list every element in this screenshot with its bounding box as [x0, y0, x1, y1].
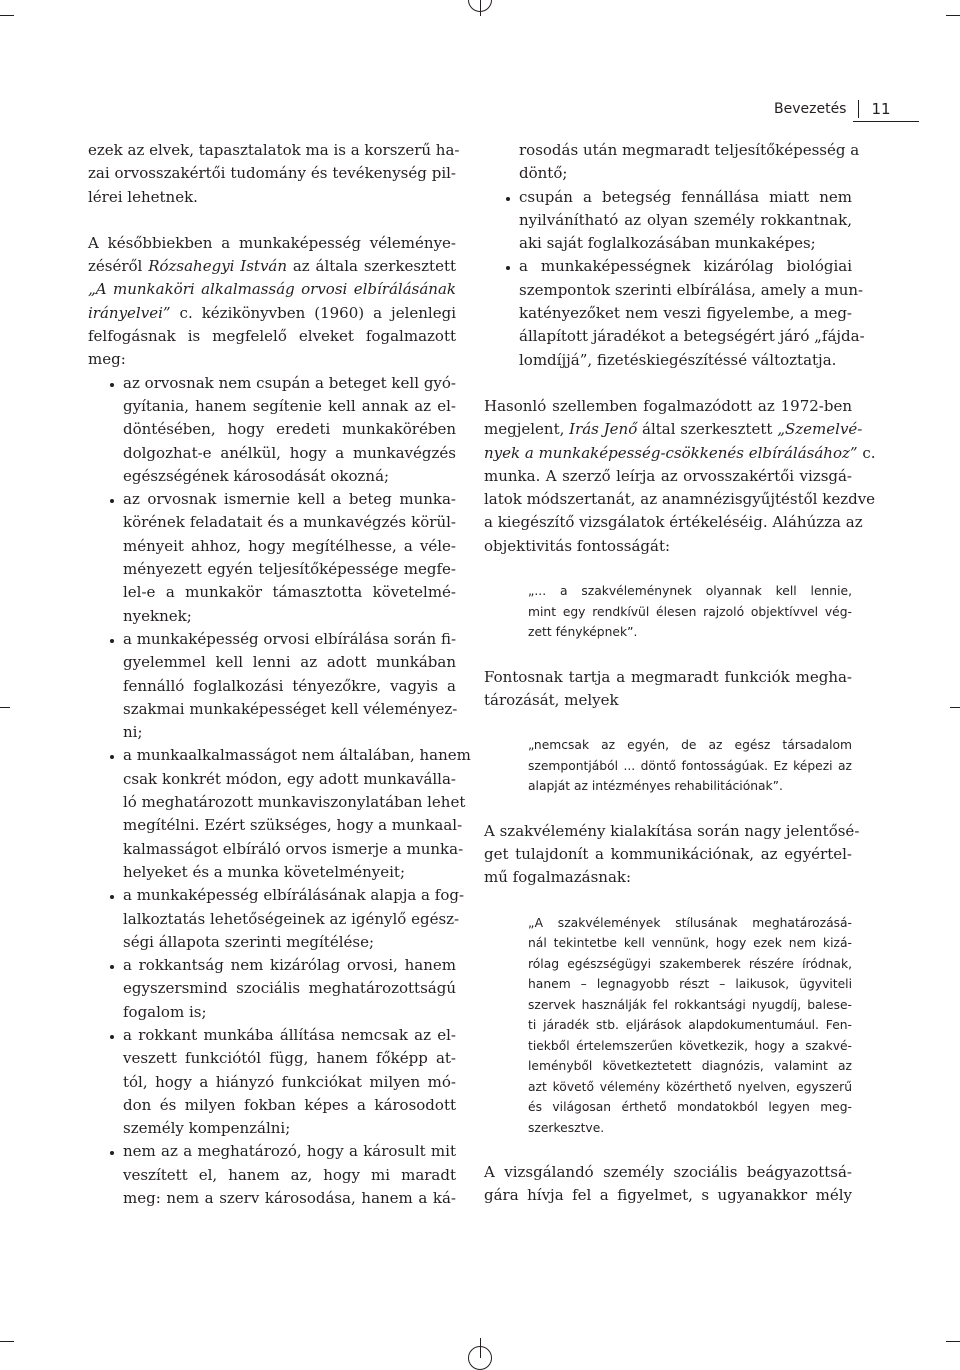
- text-line: tól, hogy a hiányzó funkciókat milyen mó-: [123, 1072, 456, 1091]
- text-line: hanem – legnagyobb részt – laikusok, ügyviteli: [528, 977, 852, 992]
- italic-run: Rózsahegyi István: [148, 257, 288, 276]
- text-line: rólag egészségügyi szakemberek részére íródnak,: [528, 956, 852, 971]
- text-line: szerkesztve.: [528, 1120, 605, 1135]
- text-line: dolgozhat-e anélkül, hogy a munkavégzés: [123, 443, 456, 462]
- text-line: a munkaképességnek kizárólag biológiai: [519, 257, 852, 276]
- text-line: meg:: [88, 350, 126, 369]
- text-line: rosodás után megmaradt teljesítőképesség a: [519, 141, 860, 159]
- paragraph-gap: [484, 1138, 852, 1161]
- text-line: helyeket és a munka követelményeit;: [123, 862, 406, 881]
- header-section-title: Bevezetés: [774, 101, 847, 117]
- text-line: munka. A szerző leírja az orvosszakértői vizsgá-: [484, 466, 852, 485]
- bullet-icon: [110, 755, 114, 759]
- paragraph: [484, 395, 876, 558]
- text-line: zai orvosszakértői tudomány és tevékenység pil-: [88, 164, 456, 183]
- running-header: [774, 96, 891, 122]
- bullet-icon: [110, 639, 114, 643]
- paragraph-gap: [484, 797, 852, 820]
- text-line: veszett funkciótól függ, hanem főképp at-: [123, 1049, 456, 1068]
- text-line: személy kompenzálni;: [123, 1119, 291, 1138]
- text-line: a munkaalkalmasságot nem általában, hanem: [123, 746, 471, 765]
- text-line: A későbbiekben a munkaképesség véleménye-: [88, 233, 456, 252]
- left-column: [88, 139, 471, 1210]
- text-line: döntésében, hogy eredeti munkakörében: [123, 420, 456, 439]
- text-line: körének feladatait és a munkavégzés körül-: [123, 513, 456, 532]
- crop-mark: [946, 1341, 960, 1342]
- italic-run: „A munkaköri alkalmasság orvosi elbírálásának: [88, 280, 456, 299]
- text-line: megjelent, Irás Jenő által szerkesztett „Szemelvé-: [484, 420, 863, 439]
- bullet-item: [88, 628, 456, 744]
- bullet-item: [88, 884, 465, 954]
- text-line: azt követő vélemény közérthető nyelven, egyszerű: [528, 1079, 852, 1094]
- text-line: fennálló foglalkozási tényezőkre, vagyis a: [123, 676, 456, 695]
- text-line: egészségének károsodását okozná;: [123, 466, 390, 485]
- text-line: alapját az intézményes rehabilitációnak”.: [528, 779, 783, 794]
- paragraph: [88, 139, 460, 209]
- right-column: [484, 139, 876, 1208]
- bullet-item: [484, 186, 852, 256]
- bullet-item: [88, 744, 471, 884]
- text-line: fogalom is;: [123, 1002, 207, 1021]
- text-line: felfogásnak is megfelelő elveket fogalmazott: [88, 327, 456, 346]
- bullet-item-continued: [484, 139, 860, 186]
- bullet-item: [88, 954, 456, 1024]
- text-line: szakmai munkaképességet kell véleményez-: [123, 699, 458, 718]
- text-line: veszített el, hanem az, hogy mi maradt: [123, 1165, 456, 1184]
- bullet-icon: [110, 895, 114, 899]
- text-line: get tulajdonít a kommunikációnak, az egyértel-: [484, 844, 852, 863]
- block-quote: [528, 913, 852, 1139]
- text-line: zéséről Rózsahegyi István az általa szerkesztett: [88, 257, 456, 276]
- page-number: 11: [858, 100, 890, 118]
- text-line: Fontosnak tartja a megmaradt funkciók megha-: [484, 667, 852, 686]
- crop-mark: [946, 15, 960, 16]
- text-line: döntő;: [519, 164, 568, 183]
- text-line: „nemcsak az egyén, de az egész társadalom: [528, 738, 852, 753]
- bullet-item: [88, 1140, 456, 1210]
- text-line: zett fényképnek”.: [528, 625, 638, 640]
- crop-mark: [0, 1341, 14, 1342]
- bullet-item: [88, 372, 456, 488]
- paragraph-gap: [484, 372, 852, 395]
- text-line: lérei lehetnek.: [88, 187, 198, 206]
- text-line: a kiegészítő vizsgálatok értékeléséig. Aláhúzza az: [484, 513, 863, 532]
- text-line: csupán a betegség fennállása miatt nem: [519, 187, 852, 206]
- text-line: [88, 278, 456, 301]
- text-line: nem az a meghatározó, hogy a károsult mit: [123, 1142, 456, 1161]
- text-line: A szakvélemény kialakítása során nagy jelentősé-: [484, 821, 860, 840]
- text-line: leményből következtetett diagnózis, valamint az: [528, 1059, 852, 1074]
- text-line: „... a szakvéleménynek olyannak kell lennie,: [528, 584, 852, 599]
- bullet-icon: [110, 499, 114, 503]
- text-line: irányelvei” c. kézikönyvben (1960) a jelenlegi: [88, 303, 456, 322]
- text-line: lomdíjjá”, fizetéskiegészítéssé változtatja.: [519, 350, 837, 369]
- text-line: nyilvánítható az olyan személy rokkantnak,: [519, 210, 852, 229]
- text-line: A vizsgálandó személy szociális beágyazottsá-: [484, 1163, 852, 1182]
- registration-mark-icon: [468, 0, 492, 12]
- block-quote: [528, 735, 852, 797]
- text-line: és világosan érthető mondatokból legyen meg-: [528, 1100, 852, 1115]
- text-line: mű fogalmazásnak:: [484, 868, 632, 887]
- italic-run: nyek a munkaképesség-csökkenés elbírálásához”: [484, 443, 858, 462]
- text-line: a munkaképesség elbírálásának alapja a fog-: [123, 886, 465, 905]
- text-line: ségi állapota szerinti megítélése;: [123, 932, 375, 951]
- italic-run: Irás Jenő: [569, 420, 638, 439]
- text-line: katényezőket nem veszi figyelembe, a meg-: [519, 304, 852, 323]
- paragraph-gap: [484, 558, 852, 581]
- text-line: nyeknek;: [123, 606, 192, 625]
- text-line: lalkoztatás lehetőségeinek az igénylő egész-: [123, 909, 460, 928]
- bullet-item: [484, 255, 865, 371]
- text-line: don és milyen fokban képes a károsodott: [123, 1095, 456, 1114]
- text-line: gára hívja fel a figyelmet, s ugyanakkor mély: [484, 1186, 852, 1205]
- bullet-icon: [506, 197, 510, 201]
- paragraph: [484, 666, 852, 713]
- text-line: objektivitás fontosságát:: [484, 536, 671, 555]
- text-line: ezek az elvek, tapasztalatok ma is a korszerű ha-: [88, 141, 460, 159]
- text-line: gyítania, hanem segítenie kell annak az el-: [123, 396, 456, 415]
- text-line: csak konkrét módon, egy adott munkavállа-: [123, 769, 456, 788]
- bullet-icon: [110, 965, 114, 969]
- crop-mark: [0, 15, 14, 16]
- text-line: nál tekintetbe kell vennünk, hogy ezek nem kizá-: [528, 936, 852, 951]
- text-line: mint egy rendkívül élesen rajzoló objektívvel vég-: [528, 604, 852, 619]
- text-line: szervek használják fel rokkantsági nyugdíj, balese-: [528, 997, 852, 1012]
- paragraph: [88, 232, 456, 372]
- bullet-item: [88, 488, 456, 628]
- crop-mark: [950, 707, 960, 708]
- text-line: aki saját foglalkozásában munkaképes;: [519, 234, 816, 253]
- text-line: tározását, melyek: [484, 690, 619, 709]
- bullet-icon: [110, 1035, 114, 1039]
- text-line: ló meghatározott munkaviszonylatában lehet: [123, 793, 466, 812]
- bullet-icon: [110, 1151, 114, 1155]
- text-line: ni;: [123, 723, 143, 742]
- text-line: „A szakvélemények stílusának meghatározásá-: [528, 915, 852, 930]
- text-line: Hasonló szellemben fogalmazódott az 1972-ben: [484, 396, 852, 415]
- text-line: az orvosnak ismernie kell a beteg munka-: [123, 490, 456, 509]
- paragraph-gap: [484, 890, 852, 913]
- paragraph-gap: [88, 209, 456, 232]
- registration-mark-icon: [468, 1346, 492, 1370]
- text-line: szempontok szerinti elbírálása, amely a mun-: [519, 280, 864, 299]
- text-line: állapított járadékot a betegségért járó „fájda-: [519, 327, 865, 346]
- text-line: az orvosnak nem csupán a beteget kell gyó-: [123, 373, 456, 392]
- paragraph: [484, 820, 860, 890]
- text-line: a munkaképesség orvosi elbírálása során fi-: [123, 629, 457, 648]
- text-line: ti járadék stb. eljárások alapdokumentumául. Fen-: [528, 1018, 852, 1033]
- text-line: latok módszertanát, az anamnézisgyűjtéstől kezdve: [484, 490, 876, 509]
- text-line: a rokkant munkába állítása nemcsak az el-: [123, 1025, 456, 1044]
- paragraph-gap: [484, 643, 852, 666]
- italic-run: „Szemelvé-: [777, 420, 863, 439]
- text-line: meg: nem a szerv károsodása, hanem a ká-: [123, 1189, 456, 1208]
- text-line: egyszersmind szociális meghatározottságú: [123, 979, 456, 998]
- bullet-icon: [110, 383, 114, 387]
- paragraph-gap: [484, 712, 852, 735]
- text-line: lel-e a munkakör támasztotta követelmé-: [123, 583, 456, 602]
- text-line: ményezett egyén teljesítőképessége megfe-: [123, 560, 456, 579]
- text-line: ményeit ahhoz, hogy megítélhesse, a véle-: [123, 536, 456, 555]
- text-line: a rokkantság nem kizárólag orvosi, hanem: [123, 956, 456, 975]
- text-line: nyek a munkaképesség-csökkenés elbírálásához” c.: [484, 443, 876, 462]
- bullet-item: [88, 1024, 456, 1140]
- paragraph: [484, 1161, 852, 1208]
- text-line: tiekből értelemszerűen következik, hogy a szakvé-: [528, 1038, 852, 1053]
- crop-mark: [0, 707, 10, 708]
- text-line: megítélni. Ezért szükséges, hogy a munkaal-: [123, 816, 463, 835]
- text-line: kalmasságot elbíráló orvos ismerje a munka-: [123, 839, 464, 858]
- italic-run: irányelvei”: [88, 303, 171, 322]
- text-line: gyelemmel kell lenni az adott munkában: [123, 653, 456, 672]
- block-quote: [528, 581, 852, 643]
- text-line: szempontjából ... döntő fontosságúak. Ez képezi az: [528, 758, 852, 773]
- header-rule: [853, 121, 919, 122]
- bullet-icon: [506, 266, 510, 270]
